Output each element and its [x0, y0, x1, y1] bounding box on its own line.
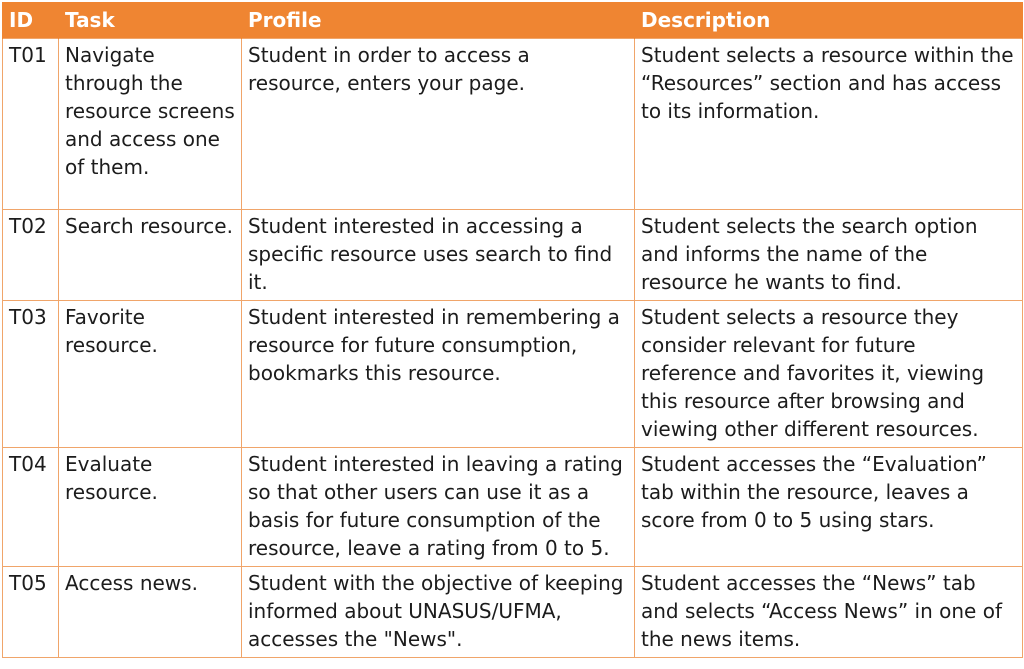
cell-description: Student accesses the “News” tab and selects “Access News” in one of the news items. [635, 567, 1023, 658]
cell-profile: Student interested in remembering a resource for future consumption, bookmarks this resource. [242, 301, 635, 448]
task-table [2, 2, 1023, 658]
header-profile: Profile [242, 2, 635, 39]
table-row [3, 39, 1023, 210]
cell-task: Search resource. [59, 210, 242, 301]
header-task: Task [59, 2, 242, 39]
cell-profile: Student with the objective of keeping informed about UNASUS/UFMA, accesses the "News". [242, 567, 635, 658]
table-row [3, 448, 1023, 567]
header-description: Description [635, 2, 1023, 39]
cell-task: Navigate through the resource screens and access one of them. [59, 39, 242, 210]
cell-id: T05 [3, 567, 59, 658]
cell-task: Access news. [59, 567, 242, 658]
cell-description: Student selects the search option and informs the name of the resource he wants to find. [635, 210, 1023, 301]
cell-profile: Student interested in leaving a rating so that other users can use it as a basis for future consumption of the resource, leave a rating from 0 to 5. [242, 448, 635, 567]
cell-profile: Student interested in accessing a specific resource uses search to find it. [242, 210, 635, 301]
cell-id: T02 [3, 210, 59, 301]
cell-id: T01 [3, 39, 59, 210]
header-id: ID [3, 2, 59, 39]
cell-id: T03 [3, 301, 59, 448]
table-row [3, 210, 1023, 301]
cell-description: Student selects a resource within the “Resources” section and has access to its information. [635, 39, 1023, 210]
cell-task: Evaluate resource. [59, 448, 242, 567]
cell-description: Student accesses the “Evaluation” tab within the resource, leaves a score from 0 to 5 using stars. [635, 448, 1023, 567]
table-row [3, 301, 1023, 448]
cell-task: Favorite resource. [59, 301, 242, 448]
cell-id: T04 [3, 448, 59, 567]
table-header [3, 2, 1023, 39]
table-body [3, 39, 1023, 658]
cell-profile: Student in order to access a resource, enters your page. [242, 39, 635, 210]
cell-description: Student selects a resource they consider relevant for future reference and favorites it, viewing this resource after browsing and viewing other different resources. [635, 301, 1023, 448]
table-row [3, 567, 1023, 658]
header-row [3, 2, 1023, 39]
